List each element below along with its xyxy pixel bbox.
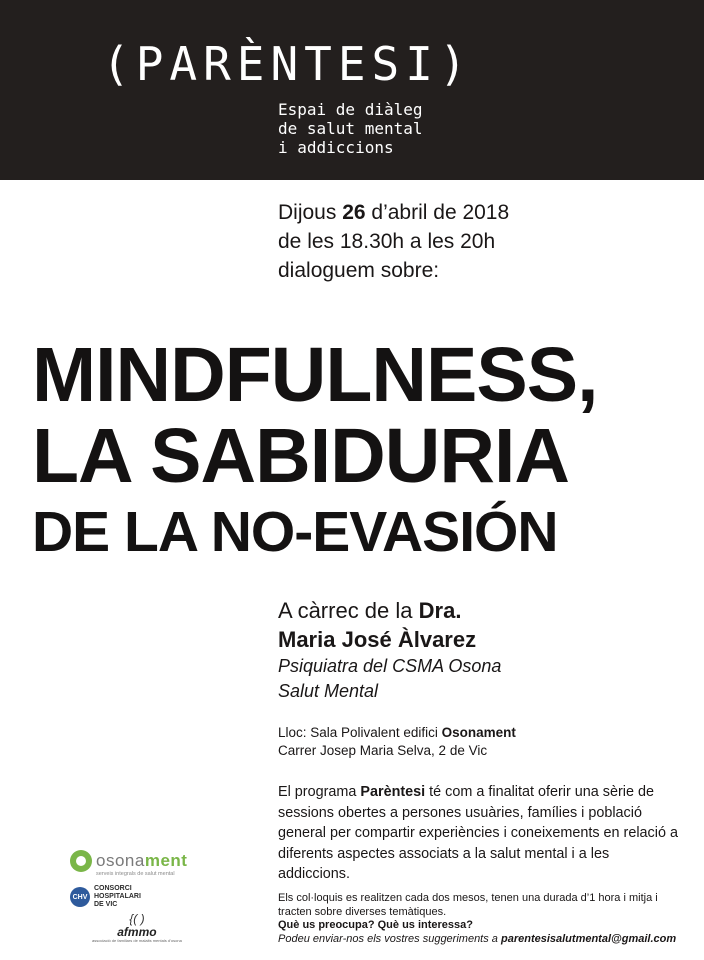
afmmo-logo <box>92 912 182 943</box>
speaker-block <box>278 596 501 704</box>
date-prefix: Dijous <box>278 201 343 224</box>
speaker-role-1: Psiquiatra del CSMA Osona <box>278 656 502 676</box>
date-day: 26 <box>342 201 366 224</box>
venue-label: Lloc: Sala Polivalent edifici <box>278 725 442 740</box>
header-banner <box>0 0 704 180</box>
osonament-word-b: ment <box>144 851 188 870</box>
footer-questions: Què us preocupa? Què us interessa? <box>278 919 473 931</box>
osonament-subtitle: serveis integrals de salut mental <box>96 871 175 877</box>
afmmo-wordmark: afmmo <box>117 925 157 939</box>
speaker-honorific: Dra. <box>418 598 462 623</box>
footer-mail-line <box>278 933 688 947</box>
speaker-role-2: Salut Mental <box>278 681 379 701</box>
venue-line <box>278 724 516 742</box>
date-suffix: d’abril de 2018 <box>365 201 510 224</box>
footer-notes <box>278 892 688 946</box>
title-line-2: LA SABIDURIA <box>32 413 569 499</box>
afmmo-icon: {( ) <box>129 912 145 926</box>
chv-wordmark: CONSORCI HOSPITALARI DE VIC <box>94 885 141 908</box>
title-line-1: MINDFULNESS, <box>32 332 598 418</box>
event-title <box>32 332 682 567</box>
osonament-wordmark <box>96 851 187 871</box>
event-details <box>278 198 509 285</box>
venue-address: Carrer Josep Maria Selva, 2 de Vic <box>278 743 488 758</box>
program-description <box>278 782 683 885</box>
event-intro: dialoguem sobre: <box>278 259 440 282</box>
chv-badge-icon: CHV <box>70 887 90 907</box>
contact-email[interactable]: parentesisalutmental@gmail.com <box>500 932 677 945</box>
title-line-3: DE LA NO-EVASIÓN <box>32 500 558 564</box>
speaker-prefix: A càrrec de la <box>278 598 419 623</box>
venue-block <box>278 724 516 760</box>
parentesi-logo: (PARÈNTESI) <box>102 37 473 91</box>
venue-name: Osonament <box>441 725 516 740</box>
osonament-logo <box>70 850 187 872</box>
program-lead: El programa <box>278 784 361 800</box>
osonament-icon <box>70 850 92 872</box>
speaker-intro <box>278 596 501 625</box>
tagline: Espai de diàleg de salut mental i addiccions <box>278 100 423 157</box>
osonament-word-a: osona <box>96 851 145 870</box>
event-time: de les 18.30h a les 20h <box>278 230 496 253</box>
chv-logo <box>70 885 141 909</box>
speaker-name: Maria José Àlvarez <box>278 627 477 652</box>
event-date <box>278 198 509 227</box>
mail-lead: Podeu enviar-nos els vostres suggeriments a <box>278 932 501 945</box>
afmmo-subtitle: associació de familiars de malalts mentals d’osona <box>92 938 182 943</box>
program-text: té com a finalitat oferir una sèrie de sessions obertes a persones usuàries, famílies i població general per compartir experiències i coneixements en relació a diferents aspectes associats a la salut mental i a les addiccions. <box>278 784 678 882</box>
footer-line-1: Els col·loquis es realitzen cada dos mesos, tenen una durada d’1 hora i mitja i tracten sobre diverses temàtiques. <box>278 892 658 918</box>
program-name: Parèntesi <box>360 784 426 800</box>
